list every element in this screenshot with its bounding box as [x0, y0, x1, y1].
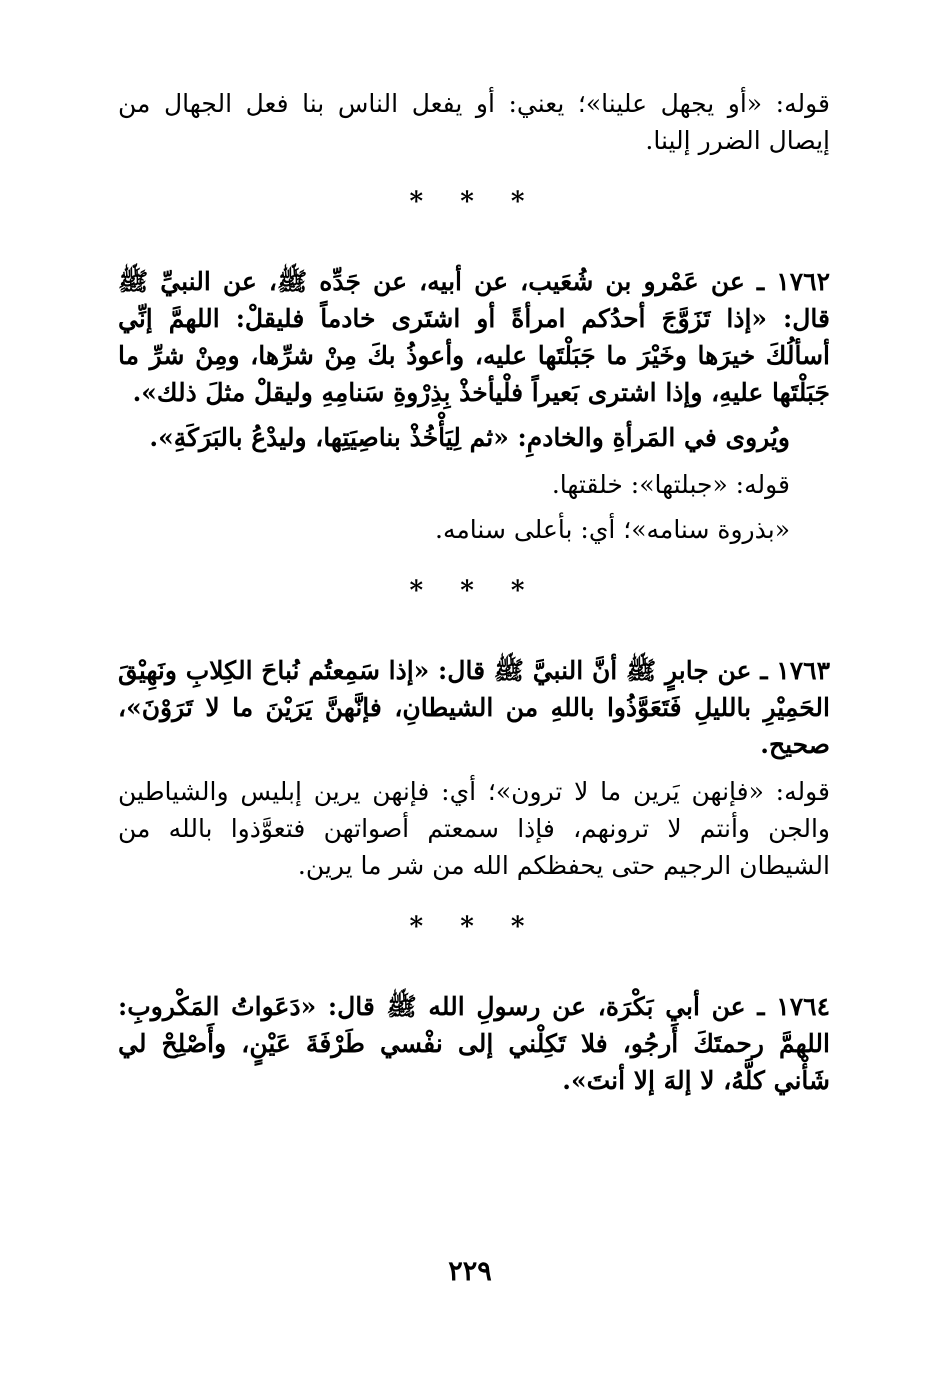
commentary-paragraph: قوله: «جبلتها»: خلقتها. [551, 470, 790, 499]
page-body [118, 85, 830, 1119]
commentary-paragraph: قوله: «أو يجهل علينا»؛ يعني: أو يفعل الناس بنا فعل الجهال من إيصال الضرر إلينا. [118, 89, 830, 155]
hadith-1762 [118, 263, 830, 548]
section-separator: * * * [409, 187, 539, 217]
section-separator: * * * [409, 576, 539, 606]
commentary-paragraph: قوله: «فإنهن يَرين ما لا ترون»؛ أي: فإنهن يرين إبليس والشياطين والجن وأنتم لا ترونهم، فإذا سمعتم أصواتهن فتعوَّذوا بالله من الشيطان الرجيم حتى يحفظكم الله من شر ما يرين. [118, 777, 830, 880]
hadith-text: ١٧٦٢ ـ عن عَمْرو بن شُعَيب، عن أبيه، عن جَدِّه ﷺ، عن النبيِّ ﷺ قال: «إذا تَزَوَّجَ أحدُكم امرأةً أو اشتَرى خادماً فليقلْ: اللهمَّ إنِّي أسألُكَ خيرَها وخَيْرَ ما جَبَلْتَها عليه، وأعوذُ بكَ مِنْ شرِّها، ومِنْ شرِّ ما جَبَلْتَها عليهِ، وإذا اشترى بَعيراً فلْيأخذْ بِذِرْوةِ سَنامِهِ وليقلْ مثلَ ذلك». [118, 267, 830, 407]
commentary-paragraph: «بذروة سنامه»؛ أي: بأعلى سنامه. [435, 515, 790, 544]
page-number: ٢٢٩ [448, 1256, 492, 1287]
commentary-1761 [118, 85, 830, 159]
hadith-variant: ويُروى في المَرأةِ والخادمِ: «ثم لِيَأْخُذْ بناصِيَتِها، وليدْعُ بالبَرَكَةِ». [149, 423, 790, 452]
section-separator: * * * [409, 912, 539, 942]
hadith-text: ١٧٦٤ ـ عن أبي بَكْرَة، عن رسولِ الله ﷺ قال: «دَعَواتُ المَكْروبِ: اللهمَّ رحمتَكَ أَرجُو، فلا تَكِلْني إلى نفْسي طَرْفَةَ عَيْنٍ، وأَصْلِحْ لي شَأْني كلَّهُ، لا إلهَ إلا أنتَ». [118, 992, 830, 1095]
hadith-1764 [118, 988, 830, 1099]
hadith-text: ١٧٦٣ ـ عن جابرٍ ﷺ أنَّ النبيَّ ﷺ قال: «إذا سَمِعتُم نُباحَ الكِلابِ ونَهِيْقَ الحَمِيْرِ بالليلِ فَتَعَوَّذُوا باللهِ من الشيطانِ، فإنَّهنَّ يَرَيْنَ ما لا تَرَوْنَ»، صحيح. [118, 656, 830, 759]
hadith-1763 [118, 652, 830, 884]
